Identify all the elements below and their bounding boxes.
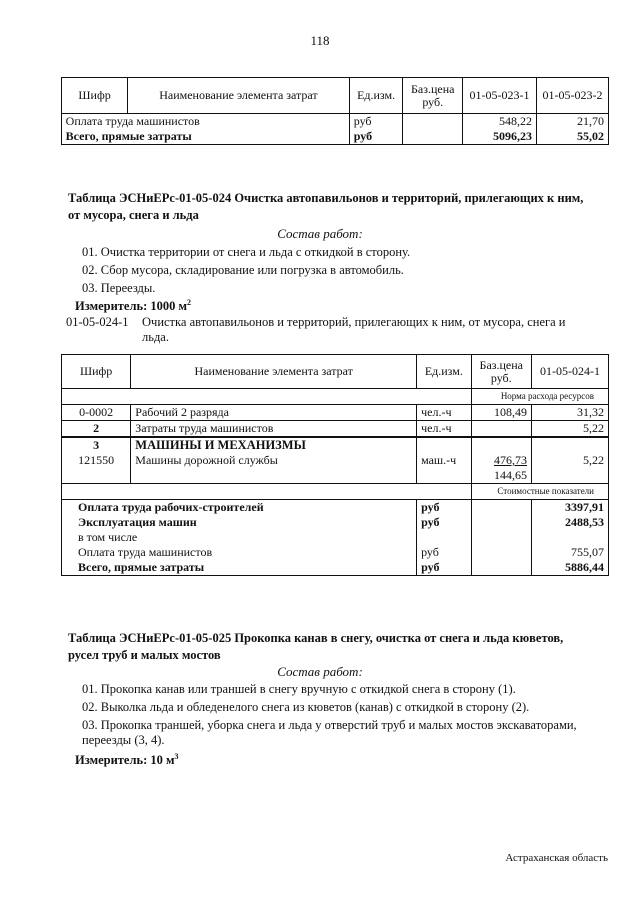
row-name: Затраты труда машинистов — [131, 421, 417, 438]
row-code: 121550 — [78, 453, 115, 467]
row-value-1: 5096,23 — [463, 129, 537, 145]
work-item: 01. Прокопка канав или траншей в снегу вручную с откидкой снега в сторону (1). — [82, 682, 516, 696]
table-caption-024 — [68, 190, 608, 224]
cost-label: Стоимостные показатели — [471, 484, 608, 500]
row-name: Оплата труда машинистов — [65, 114, 200, 128]
col-header-name: Наименование элемента затрат — [131, 355, 417, 389]
work-item: 02. Сбор мусора, складирование или погрузка в автомобиль. — [82, 263, 404, 277]
norm-label: Норма расхода ресурсов — [471, 389, 608, 405]
caption-line: Таблица ЭСНиЕРс-01-05-025 Прокопка канав в снегу, очистка от снега и льда кюветов, — [68, 631, 564, 645]
row-unit: маш.-ч — [421, 453, 457, 467]
cost-row: Эксплуатация машин руб 2488,53 — [62, 515, 609, 530]
row-base: 476,73 — [494, 453, 527, 467]
table-row — [62, 405, 609, 421]
work-item: 02. Выколка льда и обледенелого снега из кюветов (канав) с откидкой в сторону (2). — [82, 700, 530, 714]
footer-region: Астраханская область — [505, 852, 608, 864]
col-header-01-05-023-1: 01-05-023-1 — [463, 78, 537, 114]
caption-line: Таблица ЭСНиЕРс-01-05-024 Очистка автопавильонов и территорий, прилегающих к ним, — [68, 191, 584, 205]
row-unit: руб — [349, 129, 403, 145]
row-value-2: 21,70 — [536, 114, 608, 130]
table-row — [62, 421, 609, 438]
row-value: 5,22 — [532, 421, 609, 438]
row-value: 31,32 — [532, 405, 609, 421]
col-header-base: Баз.цена руб. — [403, 78, 463, 114]
row-base-2: 144,65 — [494, 468, 527, 482]
cost-row: в том числе — [62, 530, 609, 545]
measure-unit: Измеритель: 10 $м^3$ — [75, 752, 179, 768]
row-name: МАШИНЫ И МЕХАНИЗМЫ — [135, 438, 306, 452]
row-value-2: 55,02 — [536, 129, 608, 145]
col-header-unit: Ед.изм. — [349, 78, 403, 114]
row-unit: руб — [349, 114, 403, 130]
table-row-total — [62, 129, 609, 145]
measure-unit: Измеритель: 1000 $м^2$ — [75, 298, 192, 314]
row-name: Машины дорожной службы — [135, 453, 278, 467]
row-unit: чел.-ч — [417, 405, 471, 421]
item-code: 01-05-024-1 — [66, 315, 129, 329]
row-value-1: 548,22 — [463, 114, 537, 130]
row-unit: чел.-ч — [417, 421, 471, 438]
work-item: 01. Очистка территории от снега и льда с откидкой в сторону. — [82, 245, 411, 259]
col-header-base: Баз.цена руб. — [471, 355, 531, 389]
cost-row: Оплата труда машинистов руб 755,07 — [62, 545, 609, 560]
work-item: 03. Переезды. — [82, 281, 156, 295]
row-base: 108,49 — [471, 405, 531, 421]
table-caption-025 — [68, 630, 608, 664]
work-item: 03. Прокопка траншей, уборка снега и льда у отверстий труб и малых мостов экскаваторами, переезды (3, 4). — [82, 718, 577, 747]
row-name: Всего, прямые затраты — [65, 129, 192, 143]
col-header-code: Шифр — [62, 355, 131, 389]
works-title: Состав работ: — [277, 664, 363, 679]
cost-row-total: Всего, прямые затраты руб 5886,44 — [62, 560, 609, 576]
page-number: 118 — [310, 33, 330, 48]
table-row-group — [62, 437, 609, 484]
table-01-05-023 — [61, 77, 609, 145]
table-row — [62, 114, 609, 130]
row-code: 0-0002 — [62, 405, 131, 421]
caption-line: русел труб и малых мостов — [68, 648, 221, 662]
col-header-01-05-023-2: 01-05-023-2 — [536, 78, 608, 114]
row-name: Рабочий 2 разряда — [131, 405, 417, 421]
row-code: 2 — [62, 421, 131, 438]
table-01-05-024 — [61, 354, 609, 576]
col-header-name: Наименование элемента затрат — [128, 78, 350, 114]
col-header-01-05-024-1: 01-05-024-1 — [532, 355, 609, 389]
works-title: Состав работ: — [277, 226, 363, 241]
row-code: 3 — [93, 438, 100, 452]
row-value: 5,22 — [583, 453, 604, 467]
cost-row: Оплата труда рабочих-строителей руб 3397,91 — [62, 500, 609, 516]
caption-line: от мусора, снега и льда — [68, 208, 199, 222]
item-description: Очистка автопавильонов и территорий, прилегающих к ним, от мусора, снега и льда. — [142, 315, 566, 344]
col-header-unit: Ед.изм. — [417, 355, 471, 389]
col-header-code: Шифр — [62, 78, 128, 114]
